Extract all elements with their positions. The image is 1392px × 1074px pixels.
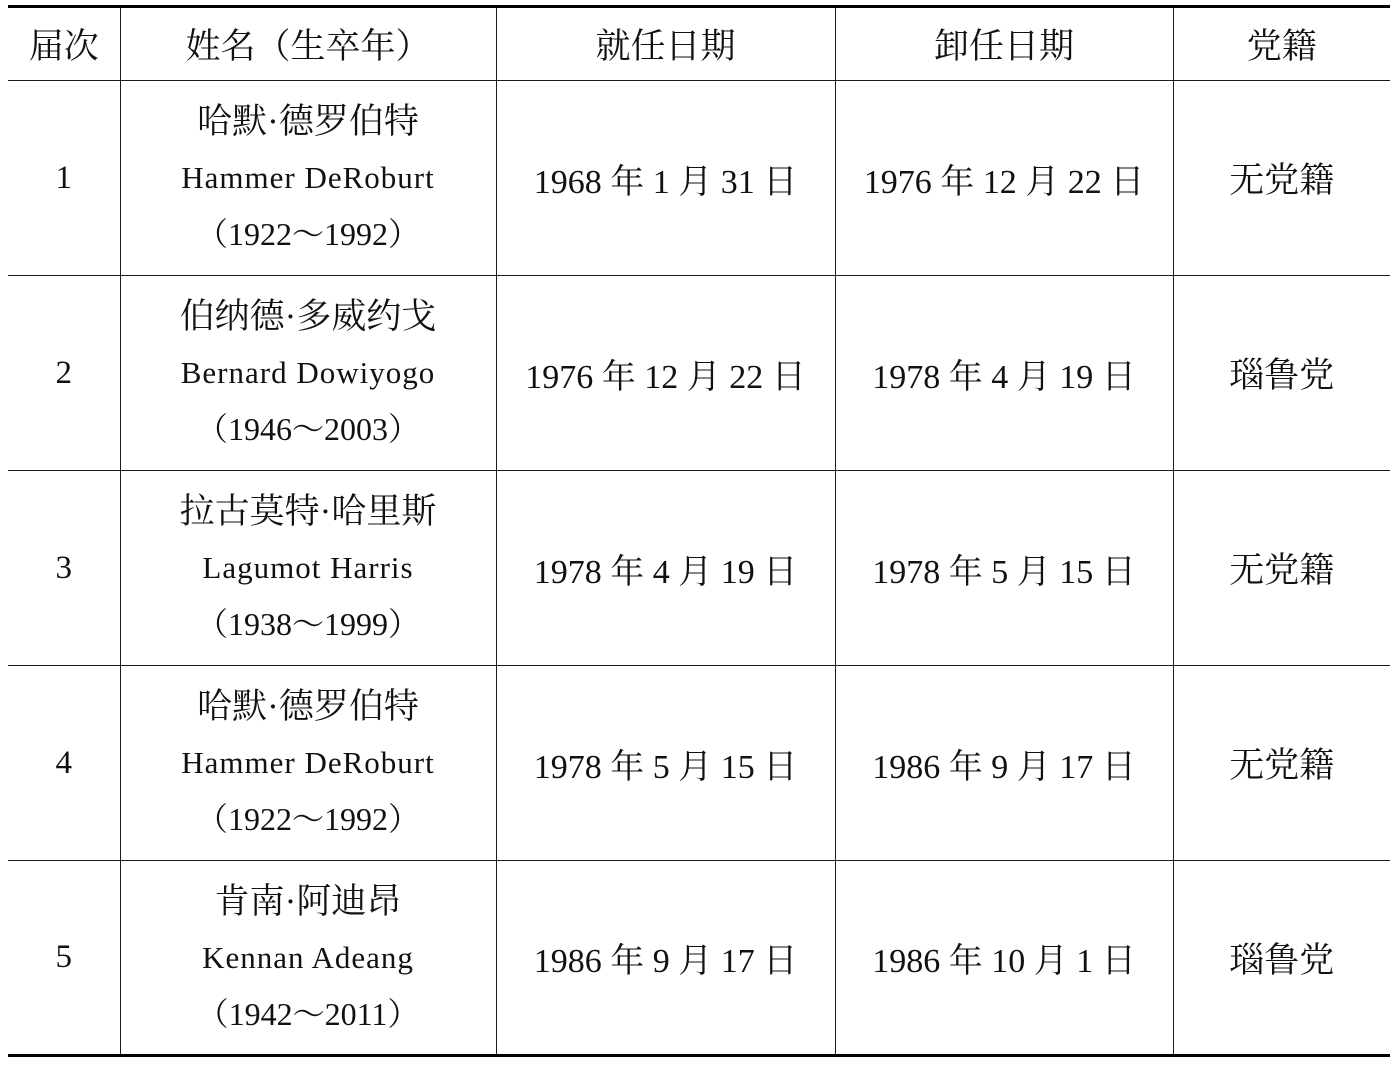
name-cell bbox=[120, 81, 496, 276]
name-cell bbox=[120, 861, 496, 1056]
name-english: Hammer DeRoburt bbox=[181, 160, 435, 195]
header-name: 姓名（生卒年） bbox=[120, 7, 496, 81]
name-lifespan: （1922～1992） bbox=[195, 216, 420, 252]
table-header bbox=[8, 7, 1390, 81]
table-row bbox=[8, 81, 1390, 276]
term-cell: 2 bbox=[8, 276, 120, 471]
name-lifespan: （1922～1992） bbox=[195, 801, 420, 837]
name-english: Kennan Adeang bbox=[202, 939, 414, 975]
term-cell: 1 bbox=[8, 81, 120, 276]
party-cell: 无党籍 bbox=[1173, 666, 1390, 861]
end-date-cell: 1976 年 12 月 22 日 bbox=[835, 81, 1173, 276]
header-term: 届次 bbox=[8, 7, 120, 81]
term-cell: 3 bbox=[8, 471, 120, 666]
header-row bbox=[8, 7, 1390, 81]
end-date-cell: 1978 年 5 月 15 日 bbox=[835, 471, 1173, 666]
table-row bbox=[8, 276, 1390, 471]
header-start-date: 就任日期 bbox=[496, 7, 835, 81]
name-english: Hammer DeRoburt bbox=[181, 745, 435, 780]
end-date-cell: 1986 年 10 月 1 日 bbox=[835, 861, 1173, 1056]
end-date-cell: 1978 年 4 月 19 日 bbox=[835, 276, 1173, 471]
name-english: Bernard Dowiyogo bbox=[180, 355, 436, 390]
party-cell: 瑙鲁党 bbox=[1173, 861, 1390, 1056]
start-date-cell: 1968 年 1 月 31 日 bbox=[496, 81, 835, 276]
start-date-cell: 1986 年 9 月 17 日 bbox=[496, 861, 835, 1056]
name-chinese: 哈默·德罗伯特 bbox=[197, 102, 419, 141]
term-cell: 5 bbox=[8, 861, 120, 1056]
term-cell: 4 bbox=[8, 666, 120, 861]
header-party: 党籍 bbox=[1173, 7, 1390, 81]
name-cell bbox=[120, 471, 496, 666]
table-row bbox=[8, 471, 1390, 666]
end-date-cell: 1986 年 9 月 17 日 bbox=[835, 666, 1173, 861]
name-chinese: 哈默·德罗伯特 bbox=[197, 687, 419, 726]
table-row bbox=[8, 861, 1390, 1056]
name-lifespan: （1946～2003） bbox=[195, 411, 420, 447]
name-chinese: 拉古莫特·哈里斯 bbox=[179, 492, 437, 531]
start-date-cell: 1978 年 4 月 19 日 bbox=[496, 471, 835, 666]
name-cell bbox=[120, 276, 496, 471]
name-lifespan: （1942～2011） bbox=[196, 995, 420, 1032]
name-chinese: 肯南·阿迪昂 bbox=[214, 881, 402, 921]
table-body bbox=[8, 81, 1390, 1056]
header-end-date: 卸任日期 bbox=[835, 7, 1173, 81]
name-cell bbox=[120, 666, 496, 861]
presidents-table bbox=[8, 5, 1390, 1057]
name-lifespan: （1938～1999） bbox=[195, 606, 420, 642]
party-cell: 无党籍 bbox=[1173, 471, 1390, 666]
party-cell: 无党籍 bbox=[1173, 81, 1390, 276]
name-english: Lagumot Harris bbox=[202, 550, 414, 585]
name-chinese: 伯纳德·多威约戈 bbox=[179, 297, 437, 336]
table-row bbox=[8, 666, 1390, 861]
start-date-cell: 1978 年 5 月 15 日 bbox=[496, 666, 835, 861]
start-date-cell: 1976 年 12 月 22 日 bbox=[496, 276, 835, 471]
party-cell: 瑙鲁党 bbox=[1173, 276, 1390, 471]
